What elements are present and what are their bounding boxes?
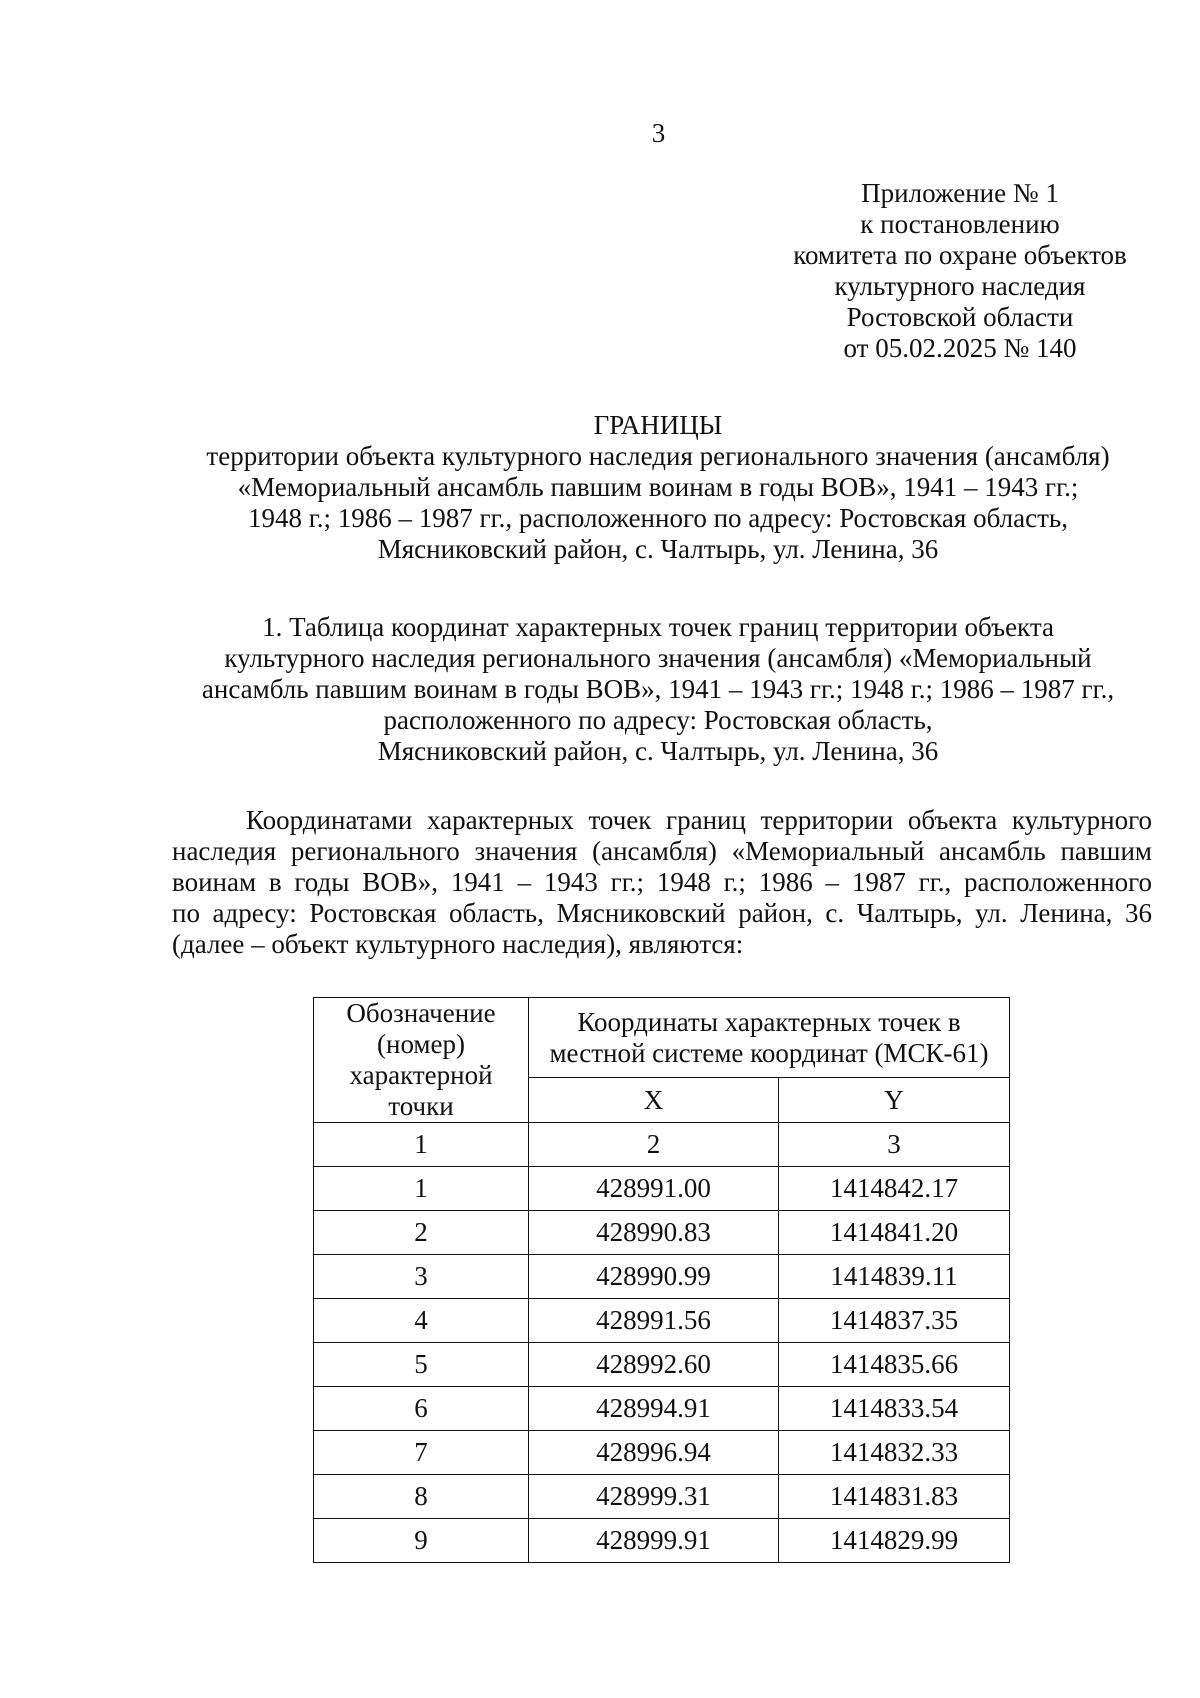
- paragraph-line: Координатами характерных точек границ территории объекта культурного: [246, 805, 1152, 835]
- table-row: [314, 1475, 1010, 1519]
- y-cell: 1414829.99: [779, 1519, 1010, 1563]
- section-line: 1. Таблица координат характерных точек границ территории объекта: [262, 612, 1054, 642]
- point-cell: 2: [314, 1211, 529, 1255]
- point-cell: 7: [314, 1431, 529, 1475]
- x-cell: 428990.99: [529, 1255, 779, 1299]
- y-cell: 1414841.20: [779, 1211, 1010, 1255]
- header-line: местной системе координат (МСК-61): [549, 1037, 989, 1068]
- y-cell: 1414839.11: [779, 1255, 1010, 1299]
- table-row: [314, 1211, 1010, 1255]
- document-title: [150, 410, 1166, 565]
- x-cell: 428992.60: [529, 1343, 779, 1387]
- paragraph-line: воинам в годы ВОВ», 1941 – 1943 гг.; 1948 г.; 1986 – 1987 гг., расположенного: [172, 867, 1152, 897]
- point-cell: 8: [314, 1475, 529, 1519]
- table-row: [314, 1255, 1010, 1299]
- point-cell: 4: [314, 1299, 529, 1343]
- table-row: [314, 1431, 1010, 1475]
- appendix-line: комитета по охране объектов: [793, 240, 1127, 270]
- column-number: 2: [529, 1123, 779, 1167]
- section-line: ансамбль павшим воинам в годы ВОВ», 1941 – 1943 гг.; 1948 г.; 1986 – 1987 гг.,: [201, 674, 1115, 704]
- header-coordinates-group: [529, 998, 1010, 1078]
- table-row: [314, 1299, 1010, 1343]
- x-cell: 428991.00: [529, 1167, 779, 1211]
- section-heading: [150, 612, 1166, 767]
- y-cell: 1414837.35: [779, 1299, 1010, 1343]
- header-line: (номер): [377, 1029, 465, 1059]
- x-cell: 428991.56: [529, 1299, 779, 1343]
- header-line: Обозначение: [346, 998, 496, 1028]
- header-x: X: [529, 1078, 779, 1123]
- section-line: культурного наследия регионального значения (ансамбля) «Мемориальный: [224, 643, 1092, 673]
- x-cell: 428994.91: [529, 1387, 779, 1431]
- appendix-note: [740, 178, 1180, 364]
- appendix-line: от 05.02.2025 № 140: [843, 333, 1077, 363]
- point-cell: 1: [314, 1167, 529, 1211]
- header-y: Y: [779, 1078, 1010, 1123]
- title-line: территории объекта культурного наследия регионального значения (ансамбля): [206, 441, 1110, 471]
- table-row: [314, 1387, 1010, 1431]
- y-cell: 1414831.83: [779, 1475, 1010, 1519]
- header-point-designation: [314, 998, 529, 1123]
- point-cell: 3: [314, 1255, 529, 1299]
- paragraph-line: наследия регионального значения (ансамбля) «Мемориальный ансамбль павшим: [172, 836, 1152, 866]
- title-heading: ГРАНИЦЫ: [593, 410, 723, 440]
- x-cell: 428990.83: [529, 1211, 779, 1255]
- title-line: «Мемориальный ансамбль павшим воинам в годы ВОВ», 1941 – 1943 гг.;: [237, 472, 1079, 502]
- body-paragraph: [172, 805, 1152, 960]
- table-row: [314, 1519, 1010, 1563]
- y-cell: 1414832.33: [779, 1431, 1010, 1475]
- column-number: 3: [779, 1123, 1010, 1167]
- point-cell: 6: [314, 1387, 529, 1431]
- appendix-line: к постановлению: [860, 209, 1060, 239]
- appendix-line: Ростовской области: [846, 302, 1074, 332]
- y-cell: 1414833.54: [779, 1387, 1010, 1431]
- point-cell: 5: [314, 1343, 529, 1387]
- x-cell: 428999.91: [529, 1519, 779, 1563]
- paragraph-line: (далее – объект культурного наследия), являются:: [172, 929, 744, 959]
- table-row: [314, 1343, 1010, 1387]
- section-line: расположенного по адресу: Ростовская область,: [383, 705, 933, 735]
- title-line: Мясниковский район, с. Чалтырь, ул. Ленина, 36: [377, 534, 939, 564]
- paragraph-line: по адресу: Ростовская область, Мясниковский район, с. Чалтырь, ул. Ленина, 36: [172, 898, 1152, 928]
- appendix-line: Приложение № 1: [861, 178, 1059, 208]
- x-cell: 428996.94: [529, 1431, 779, 1475]
- column-number-row: [314, 1123, 1010, 1167]
- x-cell: 428999.31: [529, 1475, 779, 1519]
- header-line: Координаты характерных точек в: [577, 1006, 961, 1037]
- coordinates-table: [313, 997, 1010, 1563]
- point-cell: 9: [314, 1519, 529, 1563]
- y-cell: 1414835.66: [779, 1343, 1010, 1387]
- table-row: [314, 1167, 1010, 1211]
- column-number: 1: [314, 1123, 529, 1167]
- page-number: 3: [651, 118, 666, 148]
- y-cell: 1414842.17: [779, 1167, 1010, 1211]
- section-line: Мясниковский район, с. Чалтырь, ул. Ленина, 36: [377, 736, 939, 766]
- header-line: точки: [388, 1091, 454, 1121]
- title-line: 1948 г.; 1986 – 1987 гг., расположенного по адресу: Ростовская область,: [248, 503, 1068, 533]
- appendix-line: культурного наследия: [834, 271, 1086, 301]
- header-line: характерной: [349, 1060, 493, 1090]
